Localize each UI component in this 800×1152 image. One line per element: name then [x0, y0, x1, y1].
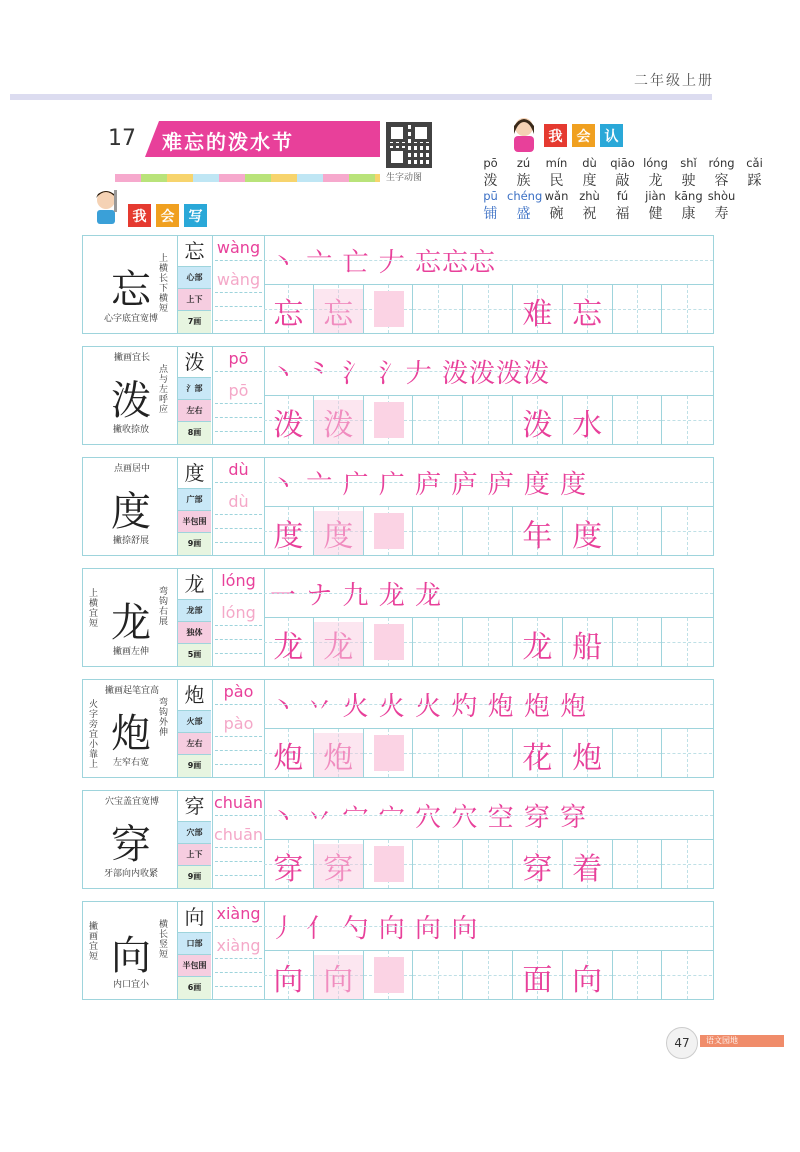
header-divider: [10, 94, 712, 100]
writing-cell[interactable]: [364, 618, 414, 666]
recognize-char: [606, 189, 639, 223]
badge-ren: 认: [600, 124, 623, 147]
recognize-hanzi: 民: [549, 173, 564, 189]
radical-label: 氵部: [178, 378, 211, 400]
recognize-hanzi: 敲: [615, 173, 630, 189]
recognize-hanzi: 族: [516, 173, 531, 189]
writing-cell[interactable]: [563, 396, 613, 444]
big-char: 度: [111, 489, 151, 535]
info-char: 向: [178, 902, 211, 933]
recognize-pinyin: zhù: [579, 189, 600, 203]
stroke-sequence: 丶 丷 宀 宀 穴 穴 空 穿 穿: [270, 803, 588, 833]
writing-cell[interactable]: [563, 840, 613, 888]
writing-cell[interactable]: [364, 396, 414, 444]
word-char-1: 泼: [522, 408, 553, 443]
pinyin-dark: lóng: [221, 571, 256, 590]
stroke-count: 5画: [178, 644, 211, 666]
big-char: 泼: [111, 378, 151, 424]
practice-row: [82, 901, 714, 1000]
note-bottom: 撇画左伸: [112, 647, 149, 657]
recognize-row-1: [474, 156, 771, 190]
recognize-char: [474, 189, 507, 223]
recognize-char: [540, 189, 573, 223]
writing-cell[interactable]: [264, 729, 314, 777]
recognize-char: [540, 156, 573, 190]
practice-row: [82, 679, 714, 778]
badge-wo-write: 我: [128, 204, 151, 227]
writing-cell[interactable]: [264, 396, 314, 444]
trace-char-light: 泼: [314, 400, 363, 444]
recognize-char: [639, 156, 672, 190]
writing-cell[interactable]: [563, 507, 613, 555]
recognize-char: [474, 156, 507, 190]
stroke-sequence: 丶 ⺀ 氵 氵𠂇 泼泼泼泼: [270, 359, 551, 389]
pinyin-light: chuān: [213, 825, 264, 844]
recognize-hanzi: 龙: [648, 173, 663, 189]
stroke-sequence: 一 ナ 九 龙 龙: [270, 581, 443, 611]
badge-xie-write: 写: [184, 204, 207, 227]
recognize-pinyin: cǎi: [746, 156, 763, 170]
pinyin-dark: xiàng: [216, 904, 261, 923]
char-info: [178, 902, 211, 999]
writing-cell[interactable]: [563, 618, 613, 666]
note-right: 弯钩右展: [159, 587, 169, 627]
writing-cell[interactable]: [613, 951, 663, 999]
writing-cell[interactable]: [563, 729, 613, 777]
structure-label: 半包围: [178, 511, 211, 533]
writing-cell[interactable]: [613, 840, 663, 888]
writing-cell[interactable]: [264, 618, 314, 666]
writing-cell[interactable]: [463, 507, 513, 555]
word-char-1: 花: [522, 741, 553, 776]
practice-row: [82, 457, 714, 556]
structure-label: 左右: [178, 400, 211, 422]
recognize-char: [672, 189, 705, 223]
big-char: 向: [111, 933, 151, 979]
recognize-char: [573, 189, 606, 223]
recognize-pinyin: chéng: [507, 189, 543, 203]
trace-char-light: 度: [314, 511, 363, 555]
recognize-char: [573, 156, 606, 190]
radical-label: 广部: [178, 489, 211, 511]
writing-cell[interactable]: [613, 507, 663, 555]
boy-mascot-icon: [88, 186, 124, 228]
radical-label: 口部: [178, 933, 211, 955]
writing-cell[interactable]: [463, 729, 513, 777]
qr-caption: 生字动图: [386, 173, 423, 183]
writing-cell[interactable]: [613, 618, 663, 666]
recognize-hanzi: 驶: [681, 173, 696, 189]
stroke-count: 7画: [178, 311, 211, 333]
practice-shape: [374, 513, 404, 549]
big-char: 忘: [111, 267, 151, 313]
recognize-hanzi: 祝: [582, 206, 597, 222]
writing-cell[interactable]: [264, 951, 314, 999]
info-char: 泼: [178, 347, 211, 378]
big-char: 穿: [111, 822, 151, 868]
writing-cell[interactable]: [563, 951, 613, 999]
writing-cell[interactable]: [513, 951, 563, 999]
writing-cell[interactable]: [413, 285, 463, 333]
writing-cell[interactable]: [463, 840, 513, 888]
recognize-char: [639, 189, 672, 223]
grade-label: 二年级上册: [634, 73, 714, 89]
note-left: 上横宜短: [89, 589, 99, 629]
stroke-count: 9画: [178, 533, 211, 555]
radical-label: 火部: [178, 711, 211, 733]
radical-label: 龙部: [178, 600, 211, 622]
writing-cell[interactable]: [662, 618, 712, 666]
recognize-pinyin: pū: [483, 189, 498, 203]
title-stripes: [115, 174, 380, 182]
writing-cell[interactable]: [563, 285, 613, 333]
note-bottom: 内口宜小: [112, 980, 149, 990]
writing-cell[interactable]: [662, 729, 712, 777]
char-lead: [83, 791, 178, 888]
writing-cell[interactable]: [662, 285, 712, 333]
writing-cell[interactable]: [413, 507, 463, 555]
word-char-2: 忘: [572, 297, 603, 332]
writing-cell[interactable]: [613, 396, 663, 444]
recognize-pinyin: róng: [708, 156, 735, 170]
char-lead: [83, 347, 178, 444]
writing-grid: [264, 729, 713, 777]
word-char-1: 龙: [522, 630, 553, 665]
writing-cell[interactable]: [264, 507, 314, 555]
word-char-1: 穿: [522, 852, 553, 887]
practice-row: [82, 790, 714, 889]
note-top: 穴宝盖宜宽博: [104, 797, 159, 807]
info-char: 炮: [178, 680, 211, 711]
note-bottom: 左窄右宽: [112, 758, 149, 768]
note-top: 点画居中: [113, 464, 150, 474]
recognize-hanzi: 福: [615, 206, 630, 222]
recognize-hanzi: 康: [681, 206, 696, 222]
char-info: [178, 236, 211, 333]
word-char-2: 度: [572, 519, 603, 554]
pinyin-light: lóng: [221, 603, 256, 622]
pinyin-light: xiàng: [216, 936, 261, 955]
pinyin-dark: pō: [228, 349, 249, 368]
char-lead: [83, 458, 178, 555]
writing-cell[interactable]: [314, 618, 364, 666]
recognize-char: [606, 156, 639, 190]
recognize-hanzi: 度: [582, 173, 597, 189]
char-info: [178, 680, 211, 777]
writing-cell[interactable]: [613, 285, 663, 333]
girl-mascot-icon: [506, 114, 542, 154]
writing-cell[interactable]: [662, 507, 712, 555]
writing-cell[interactable]: [413, 729, 463, 777]
char-info: [178, 458, 211, 555]
writing-cell[interactable]: [364, 729, 414, 777]
word-char-1: 难: [522, 297, 553, 332]
word-char-1: 面: [522, 963, 553, 998]
writing-cell[interactable]: [364, 951, 414, 999]
recognize-pinyin: fú: [616, 189, 629, 203]
trace-char-dark: 泼: [273, 408, 304, 443]
stroke-count: 9画: [178, 866, 211, 888]
trace-char-dark: 向: [273, 963, 304, 998]
info-char: 忘: [178, 236, 211, 267]
writing-grid: [264, 840, 713, 888]
word-char-2: 水: [572, 408, 603, 443]
char-info: [178, 791, 211, 888]
stroke-count: 9画: [178, 755, 211, 777]
writing-cell[interactable]: [413, 618, 463, 666]
recognize-pinyin: shòu: [707, 189, 736, 203]
practice-shape: [374, 402, 404, 438]
writing-cell[interactable]: [463, 285, 513, 333]
note-right: 上横长下横短: [159, 254, 169, 314]
practice-shape: [374, 735, 404, 771]
writing-cell[interactable]: [513, 396, 563, 444]
stroke-sequence: 丶 丷 火 火 火 灼 炮 炮 炮: [270, 692, 588, 722]
trace-char-light: 忘: [314, 289, 363, 333]
writing-cell[interactable]: [463, 618, 513, 666]
writing-cell[interactable]: [463, 951, 513, 999]
note-top: 撇画起笔宜高: [104, 686, 159, 696]
stroke-count: 6画: [178, 977, 211, 999]
recognize-pinyin: dù: [582, 156, 597, 170]
writing-cell[interactable]: [513, 285, 563, 333]
writing-cell[interactable]: [513, 507, 563, 555]
trace-char-dark: 忘: [273, 297, 304, 332]
radical-label: 穴部: [178, 822, 211, 844]
pinyin-light: dù: [228, 492, 249, 511]
info-char: 穿: [178, 791, 211, 822]
pinyin-dark: chuān: [213, 793, 264, 812]
writing-grid: [264, 951, 713, 999]
note-right: 点与左呼应: [159, 365, 169, 415]
pinyin-column: [212, 791, 265, 888]
page-tag: 语文园地: [700, 1035, 784, 1047]
pinyin-light: pō: [228, 381, 249, 400]
word-char-1: 年: [522, 519, 553, 554]
practice-row: [82, 346, 714, 445]
char-lead: [83, 902, 178, 999]
recognize-char: [705, 189, 738, 223]
writing-grid: [264, 618, 713, 666]
practice-shape: [374, 291, 404, 327]
note-top: 撇画宜长: [113, 353, 150, 363]
badge-hui: 会: [572, 124, 595, 147]
structure-label: 上下: [178, 844, 211, 866]
writing-cell[interactable]: [264, 840, 314, 888]
pinyin-column: [212, 458, 265, 555]
practice-shape: [374, 846, 404, 882]
note-bottom: 心字底宜宽博: [103, 314, 158, 324]
pinyin-column: [212, 902, 265, 999]
word-char-2: 船: [572, 630, 603, 665]
badge-hui-write: 会: [156, 204, 179, 227]
recognize-pinyin: pō: [483, 156, 498, 170]
lesson-number: 17: [108, 126, 136, 151]
recognize-hanzi: 踩: [747, 173, 762, 189]
recognize-pinyin: shǐ: [680, 156, 697, 170]
recognize-char: [507, 189, 543, 223]
big-char: 炮: [111, 711, 151, 757]
writing-cell[interactable]: [413, 840, 463, 888]
structure-label: 上下: [178, 289, 211, 311]
pinyin-column: [212, 569, 265, 666]
practice-row: [82, 235, 714, 334]
writing-grid: [264, 285, 713, 333]
trace-char-dark: 穿: [273, 852, 304, 887]
recognize-pinyin: wǎn: [544, 189, 569, 203]
recognize-pinyin: mín: [545, 156, 568, 170]
note-left: 撇画宜短: [89, 922, 99, 962]
word-char-2: 炮: [572, 741, 603, 776]
char-lead: [83, 569, 178, 666]
radical-label: 心部: [178, 267, 211, 289]
trace-char-light: 炮: [314, 733, 363, 777]
recognize-hanzi: 容: [714, 173, 729, 189]
writing-cell[interactable]: [364, 840, 414, 888]
trace-char-light: 向: [314, 955, 363, 999]
writing-cell[interactable]: [314, 507, 364, 555]
trace-char-dark: 炮: [273, 741, 304, 776]
note-bottom: 撇收捺放: [112, 425, 149, 435]
writing-cell[interactable]: [513, 840, 563, 888]
writing-cell[interactable]: [413, 951, 463, 999]
pinyin-dark: dù: [228, 460, 249, 479]
pinyin-dark: pào: [223, 682, 254, 701]
structure-label: 左右: [178, 733, 211, 755]
recognize-hanzi: 碗: [549, 206, 564, 222]
pinyin-column: [212, 236, 265, 333]
note-right: 弯钩外伸: [159, 698, 169, 738]
structure-label: 半包围: [178, 955, 211, 977]
writing-cell[interactable]: [364, 285, 414, 333]
recognize-pinyin: lóng: [643, 156, 668, 170]
char-info: [178, 347, 211, 444]
word-char-2: 着: [572, 852, 603, 887]
char-info: [178, 569, 211, 666]
writing-cell[interactable]: [314, 951, 364, 999]
recognize-pinyin: zú: [516, 156, 531, 170]
writing-cell[interactable]: [314, 729, 364, 777]
char-lead: [83, 236, 178, 333]
recognize-hanzi: 铺: [483, 206, 498, 222]
writing-cell[interactable]: [662, 951, 712, 999]
writing-cell[interactable]: [413, 396, 463, 444]
writing-grid: [264, 396, 713, 444]
info-char: 龙: [178, 569, 211, 600]
big-char: 龙: [111, 600, 151, 646]
pinyin-column: [212, 680, 265, 777]
qr-code-icon[interactable]: [386, 122, 432, 168]
badge-wo: 我: [544, 124, 567, 147]
recognize-hanzi: 泼: [483, 173, 498, 189]
structure-label: 独体: [178, 622, 211, 644]
writing-cell[interactable]: [513, 729, 563, 777]
note-left: 火字旁宜小靠上: [89, 700, 99, 770]
recognize-pinyin: jiàn: [645, 189, 666, 203]
recognize-char: [507, 156, 540, 190]
recognize-row-2: [474, 189, 738, 223]
writing-cell[interactable]: [613, 729, 663, 777]
stroke-count: 8画: [178, 422, 211, 444]
recognize-char: [738, 156, 771, 190]
writing-cell[interactable]: [314, 396, 364, 444]
writing-grid: [264, 507, 713, 555]
writing-cell[interactable]: [264, 285, 314, 333]
stroke-sequence: 丶 亠 广 广 庐 庐 庐 度 度: [270, 470, 588, 500]
recognize-char: [705, 156, 738, 190]
recognize-char: [672, 156, 705, 190]
pinyin-light: wàng: [216, 270, 261, 289]
note-bottom: 撇捺舒展: [112, 536, 149, 546]
writing-cell[interactable]: [364, 507, 414, 555]
writing-cell[interactable]: [463, 396, 513, 444]
writing-cell[interactable]: [513, 618, 563, 666]
page-number: 47: [666, 1027, 698, 1059]
pinyin-column: [212, 347, 265, 444]
note-bottom: 牙部向内收紧: [103, 869, 158, 879]
char-lead: [83, 680, 178, 777]
pinyin-dark: wàng: [216, 238, 261, 257]
stroke-sequence: 丶 亠 亡 𠂇 忘忘忘: [270, 248, 497, 278]
writing-cell[interactable]: [662, 396, 712, 444]
writing-cell[interactable]: [662, 840, 712, 888]
recognize-hanzi: 盛: [516, 206, 531, 222]
recognize-pinyin: kāng: [674, 189, 703, 203]
trace-char-dark: 龙: [273, 630, 304, 665]
practice-shape: [374, 624, 404, 660]
recognize-hanzi: 寿: [714, 206, 729, 222]
trace-char-light: 穿: [314, 844, 363, 888]
practice-row: [82, 568, 714, 667]
word-char-2: 向: [572, 963, 603, 998]
recognize-pinyin: qiāo: [610, 156, 635, 170]
trace-char-light: 龙: [314, 622, 363, 666]
lesson-title: 难忘的泼水节: [162, 130, 294, 154]
trace-char-dark: 度: [273, 519, 304, 554]
practice-shape: [374, 957, 404, 993]
recognize-hanzi: 健: [648, 206, 663, 222]
writing-cell[interactable]: [314, 285, 364, 333]
pinyin-light: pào: [223, 714, 254, 733]
note-right: 横长竖短: [159, 920, 169, 960]
info-char: 度: [178, 458, 211, 489]
writing-cell[interactable]: [314, 840, 364, 888]
stroke-sequence: 丿 亻 勺 向 向 向: [270, 914, 479, 944]
